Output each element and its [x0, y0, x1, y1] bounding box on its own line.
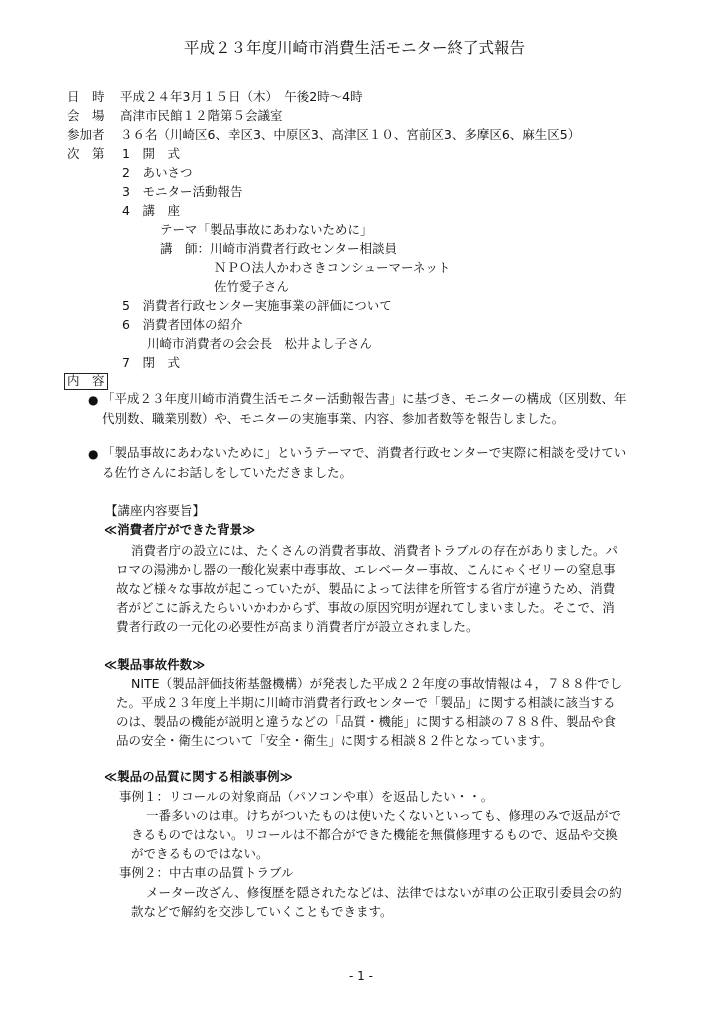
agenda-item-6: 6 消費者団体の紹介: [122, 317, 243, 332]
example-1-line-3: ができるものではない。: [131, 846, 269, 861]
venue-value: 高津市民館１２階第５会議室: [120, 108, 283, 123]
section-1-line-1: 消費者庁の設立には、たくさんの消費者事故、消費者トラブルの存在がありました。パ: [131, 543, 619, 558]
section-1-line-3: 故など様々な事故が起こっていたが、製品によって法律を所管する省庁が違うため、消費: [116, 581, 616, 596]
bullet-2-line-1: 「製品事故にあわないために」というテーマで、消費者行政センターで実際に相談を受けてい: [102, 445, 627, 460]
agenda-item-5: 5 消費者行政センター実施事業の評価について: [122, 298, 392, 313]
bullet-1-mark: ●: [88, 393, 99, 407]
bullet-2-line-2: る佐竹さんにお話しをしていただきました。: [102, 465, 353, 480]
example-2-line-1: メーター改ざん、修復歴を隠されたなどは、法律ではないが車の公正取引委員会の約: [146, 885, 622, 900]
date-label: 日 時: [67, 89, 105, 104]
bullet-2-mark: ●: [88, 447, 99, 461]
agenda-item-7: 7 閉 式: [122, 355, 180, 370]
section-3-heading: ≪製品の品質に関する相談事例≫: [104, 769, 293, 784]
agenda-item-1: 1 開 式: [122, 146, 180, 161]
agenda-item-4-theme: テーマ「製品事故にあわないために」: [160, 222, 373, 237]
bullet-1-line-2: 代別数、職業別数）や、モニターの実施事業、内容、参加者数等を報告しました。: [102, 411, 565, 426]
section-2-line-2: た。平成２３年度上半期に川崎市消費者行政センターで「製品」に関する相談に該当する: [116, 695, 616, 710]
agenda-item-3: 3 モニター活動報告: [122, 184, 243, 199]
agenda-item-4-lecturer: 講 師：川崎市消費者行政センター相談員: [160, 241, 398, 256]
agenda-item-4: 4 講 座: [122, 203, 180, 218]
section-1-line-2: ロマの湯沸かし器の一酸化炭素中毒事故、エレベーター事故、こんにゃくゼリーの窒息事: [116, 562, 616, 577]
venue-label: 会 場: [67, 108, 105, 123]
example-2-title: 事例２：中古車の品質トラブル: [119, 865, 294, 880]
agenda-item-4-name: 佐竹愛子さん: [214, 279, 290, 294]
page-number: - 1 -: [349, 969, 373, 983]
page-title: 平成２３年度川崎市消費生活モニター終了式報告: [184, 39, 526, 57]
section-2-line-1: NITE（製品評価技術基盤機構）が発表した平成２２年度の事故情報は４，７８８件でし: [131, 676, 623, 691]
content-label: 内 容: [64, 373, 108, 390]
lecture-summary-label: 【講座内容要旨】: [105, 503, 206, 518]
agenda-item-4-org: ＮＰＯ法人かわさきコンシューマーネット: [214, 260, 451, 275]
attendees-value: ３６名（川崎区6、幸区3、中原区3、高津区１０、宮前区3、多摩区6、麻生区5）: [120, 127, 581, 142]
agenda-item-6-detail: 川崎市消費者の会会長 松井よし子さん: [147, 336, 373, 351]
section-1-heading: ≪消費者庁ができた背景≫: [104, 522, 256, 537]
section-2-line-3: のは、製品の機能が説明と違うなどの「品質・機能」に関する相談の７８８件、製品や食: [116, 714, 617, 729]
section-2-heading: ≪製品事故件数≫: [104, 657, 206, 672]
agenda-item-2: 2 あいさつ: [122, 165, 193, 180]
date-value: 平成２４年3月１５日（木） 午後2時～4時: [120, 89, 363, 104]
example-1-line-1: 一番多いのは車。けちがついたものは使いたくないといっても、修理のみで返品がで: [146, 808, 622, 823]
example-1-title: 事例１：リコールの対象商品（パソコンや車）を返品したい・・。: [119, 789, 494, 804]
section-1-line-5: 費者行政の一元化の必要性が高まり消費者庁が設立されました。: [116, 619, 479, 634]
example-2-line-2: 款などで解約を交渉していくこともできます。: [131, 904, 393, 919]
example-1-line-2: きるものではない。リコールは不都合ができた機能を無償修理するもので、返品や交換: [131, 827, 618, 842]
agenda-label: 次 第: [67, 146, 105, 161]
section-1-line-4: 者がどこに訴えたらいいかわからず、事故の原因究明が遅れてしまいました。そこで、消: [116, 600, 615, 615]
section-2-line-4: 品の安全・衛生について「安全・衛生」に関する相談８２件となっています。: [116, 733, 553, 748]
bullet-1-line-1: 「平成２３年度川崎市消費生活モニター活動報告書」に基づき、モニターの構成（区別数、年: [102, 391, 627, 406]
attendees-label: 参加者: [67, 127, 105, 142]
